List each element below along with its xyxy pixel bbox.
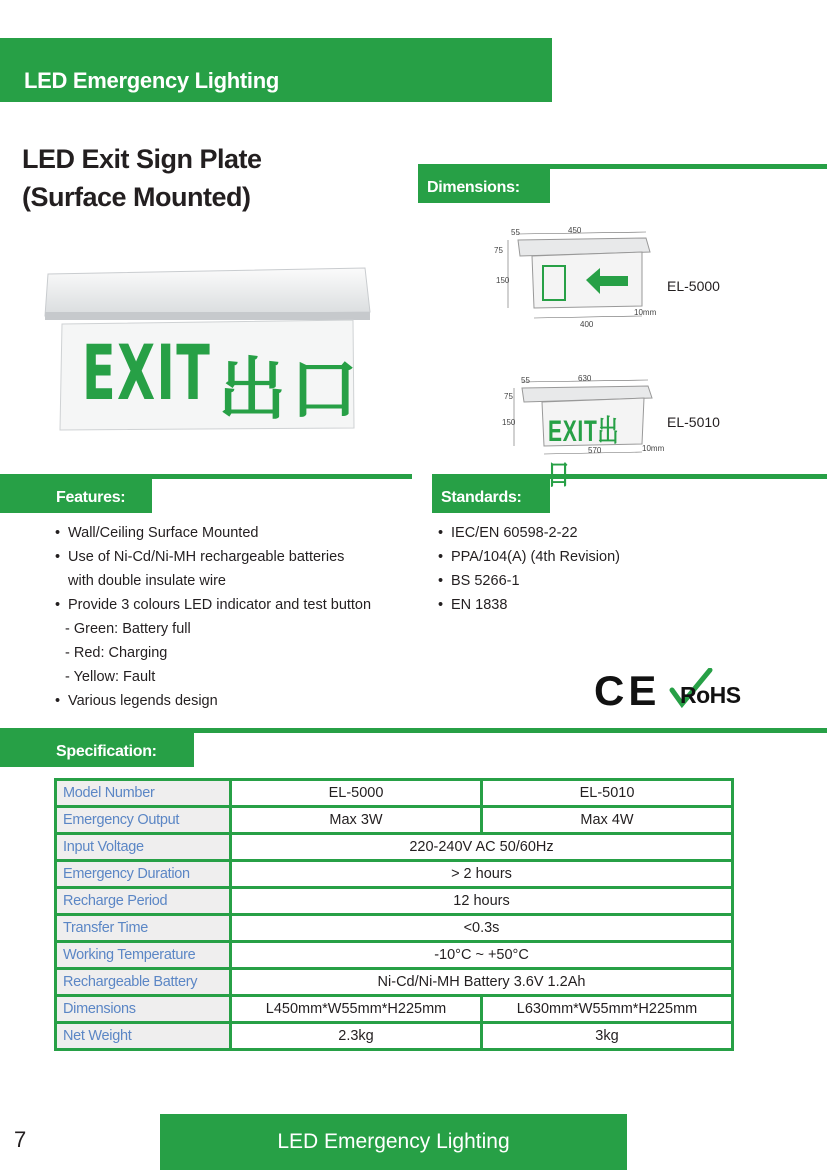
dim2-depth: 55: [521, 376, 530, 385]
spec-label-cell: Dimensions: [57, 997, 229, 1021]
list-item: • PPA/104(A) (4th Revision): [438, 545, 798, 569]
table-row: [57, 970, 731, 994]
dim1-depth: 55: [511, 228, 520, 237]
dimensions-label: Dimensions:: [427, 179, 520, 196]
spec-label-cell: Transfer Time: [57, 916, 229, 940]
sign-text-en: EXIT: [82, 328, 212, 417]
rohs-mark: [668, 668, 758, 714]
spec-label-cell: Emergency Output: [57, 808, 229, 832]
list-item: • IEC/EN 60598-2-22: [438, 521, 798, 545]
spec-value-cell: Ni-Cd/Ni-MH Battery 3.6V 1.2Ah: [232, 970, 731, 994]
product-title: [22, 140, 262, 216]
spec-value-cell: <0.3s: [232, 916, 731, 940]
list-item: • EN 1838: [438, 593, 798, 617]
dim2-bottom: 570: [588, 446, 602, 455]
dim2-height-top: 75: [504, 392, 513, 401]
spec-value-cell: EL-5010: [483, 781, 731, 805]
table-row: [57, 916, 731, 940]
sign-text-cn: 出口: [218, 352, 363, 428]
list-item: - Green: Battery full: [65, 621, 191, 637]
spec-label-cell: Net Weight: [57, 1024, 229, 1048]
spec-label-cell: Recharge Period: [57, 889, 229, 913]
product-title-line1: LED Exit Sign Plate: [22, 144, 262, 174]
dim2-legend: EXIT出口: [548, 415, 620, 492]
features-list: [55, 521, 415, 713]
dim2-top: 630: [578, 374, 592, 383]
dimension-drawing-el5000: [496, 226, 666, 330]
ce-mark: CE: [594, 667, 661, 714]
dim1-thickness: 10mm: [634, 308, 657, 317]
spec-value-cell: 12 hours: [232, 889, 731, 913]
spec-value-cell: L630mm*W55mm*H225mm: [483, 997, 731, 1021]
list-item: • BS 5266-1: [438, 569, 798, 593]
footer-title: LED Emergency Lighting: [277, 1130, 510, 1153]
spec-value-cell: 3kg: [483, 1024, 731, 1048]
list-item: • Provide 3 colours LED indicator and test button: [55, 593, 415, 617]
spec-label: Specification:: [56, 743, 157, 760]
page-number: 7: [14, 1127, 27, 1152]
product-title-line2: (Surface Mounted): [22, 182, 251, 212]
model-label-el5000: EL-5000: [667, 278, 720, 294]
list-item: - Red: Charging: [65, 645, 168, 661]
table-row: [57, 943, 731, 967]
table-row: [57, 781, 731, 805]
table-row: [57, 862, 731, 886]
table-row: [57, 1024, 731, 1048]
dim1-bottom: 400: [580, 320, 594, 329]
list-item: • Various legends design: [55, 689, 415, 713]
dim1-height-top: 75: [494, 246, 503, 255]
dim1-height: 150: [496, 276, 510, 285]
dimension-drawing-el5010: [502, 374, 666, 492]
standards-list: [438, 521, 798, 617]
spec-value-cell: 220-240V AC 50/60Hz: [232, 835, 731, 859]
spec-label-cell: Model Number: [57, 781, 229, 805]
spec-value-cell: Max 3W: [232, 808, 480, 832]
dimensions-tab: [418, 169, 550, 203]
spec-label-cell: Rechargeable Battery: [57, 970, 229, 994]
spec-value-cell: EL-5000: [232, 781, 480, 805]
spec-value-cell: > 2 hours: [232, 862, 731, 886]
list-item: - Yellow: Fault: [65, 669, 156, 685]
spec-tab: [0, 733, 194, 767]
spec-value-cell: 2.3kg: [232, 1024, 480, 1048]
features-tab: [0, 479, 152, 513]
spec-table: [54, 778, 734, 1051]
list-item: • Use of Ni-Cd/Ni-MH rechargeable batteries: [55, 545, 415, 569]
spec-value-cell: L450mm*W55mm*H225mm: [232, 997, 480, 1021]
header-title: LED Emergency Lighting: [24, 68, 279, 93]
list-item: • Wall/Ceiling Surface Mounted: [55, 521, 415, 545]
spec-value-cell: -10°C ~ +50°C: [232, 943, 731, 967]
spec-label-cell: Input Voltage: [57, 835, 229, 859]
table-row: [57, 808, 731, 832]
table-row: [57, 835, 731, 859]
spec-label-cell: Working Temperature: [57, 943, 229, 967]
standards-label: Standards:: [441, 489, 522, 506]
table-row: [57, 889, 731, 913]
product-image: [40, 262, 372, 432]
features-label: Features:: [56, 489, 126, 506]
table-row: [57, 997, 731, 1021]
dim2-height: 150: [502, 418, 516, 427]
spec-label-cell: Emergency Duration: [57, 862, 229, 886]
standards-tab: [432, 479, 550, 513]
dim1-top: 450: [568, 226, 582, 235]
list-item: with double insulate wire: [68, 573, 226, 589]
footer-band: [160, 1114, 627, 1170]
rohs-text: RoHS: [680, 682, 741, 708]
header-band: [0, 38, 552, 102]
model-label-el5010: EL-5010: [667, 414, 720, 430]
dim2-thickness: 10mm: [642, 444, 665, 453]
spec-value-cell: Max 4W: [483, 808, 731, 832]
